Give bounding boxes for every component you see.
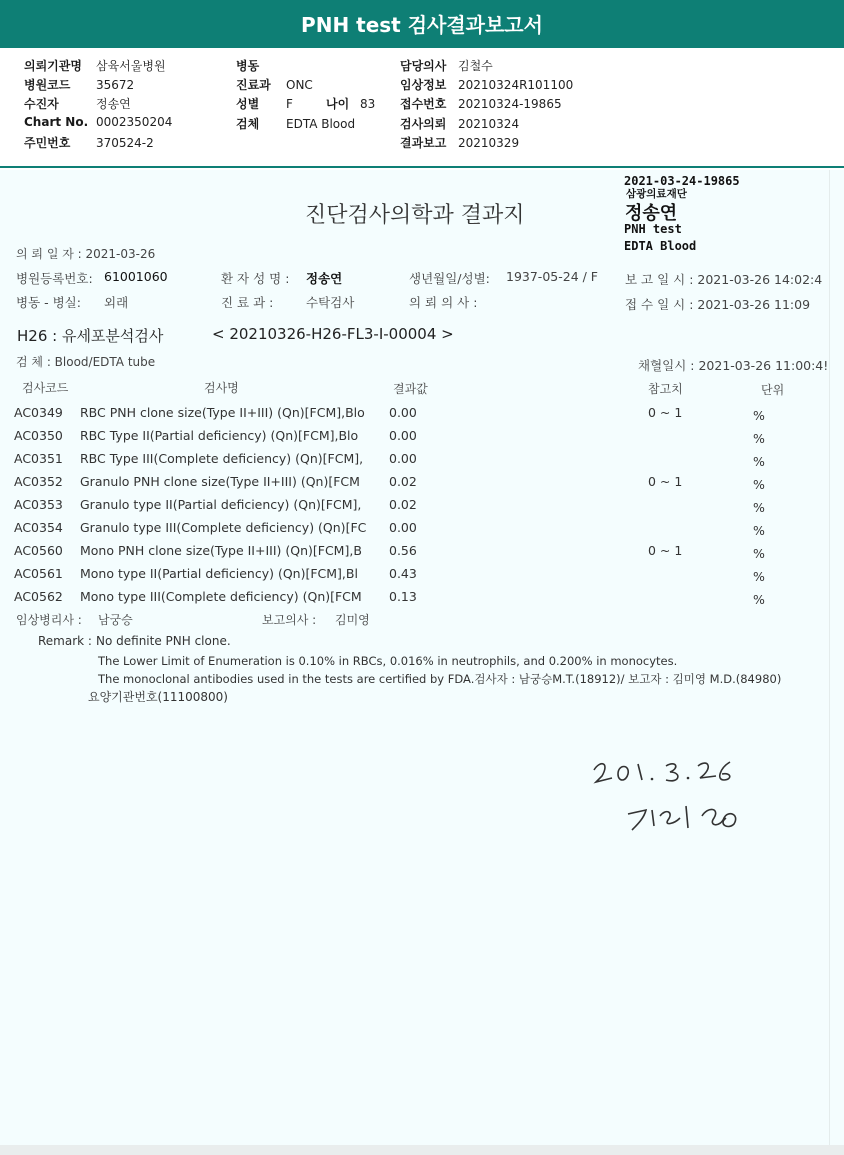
- header-row-report-date: 결과보고 20210329: [400, 136, 520, 150]
- section-title: H26 : 유세포분석검사: [17, 327, 164, 345]
- ward: 외래: [104, 295, 129, 310]
- dob-sex: 1937-05-24 / F: [506, 269, 598, 284]
- col-header-code: 검사코드: [22, 381, 69, 395]
- result-unit: %: [753, 500, 765, 515]
- result-value: 0.02: [389, 474, 417, 489]
- accession-number: < 20210326-H26-FL3-I-00004 >: [212, 325, 454, 343]
- remark-line-2: The Lower Limit of Enumeration is 0.10% in RBCs, 0.016% in neutrophils, and 0.200% in monocytes.: [98, 654, 678, 668]
- result-test-name: RBC Type III(Complete deficiency) (Qn)[FCM],: [80, 451, 364, 466]
- header-row-clinical-info: 임상정보 20210324R101100: [400, 78, 574, 92]
- header-row-hospital-code: 병원코드 35672: [24, 78, 135, 92]
- result-unit: %: [753, 523, 765, 538]
- receipt-time: 접 수 일 시 : 2021-03-26 11:09: [625, 297, 811, 312]
- result-test-name: Mono type II(Partial deficiency) (Qn)[FCM],Bl: [80, 566, 358, 581]
- patient-name-label: 환 자 성 명 :: [221, 271, 290, 286]
- stamp-accession: 2021-03-24-19865: [624, 174, 740, 188]
- result-unit: %: [753, 569, 765, 584]
- result-reference: 0 ~ 1: [648, 405, 683, 420]
- result-value: 0.00: [389, 451, 417, 466]
- result-test-name: RBC Type II(Partial deficiency) (Qn)[FCM],Blo: [80, 428, 359, 443]
- result-unit: %: [753, 477, 765, 492]
- header-row-chart-no: Chart No. 0002350204: [24, 115, 173, 129]
- result-unit: %: [753, 546, 765, 561]
- result-unit: %: [753, 592, 765, 607]
- remark-label: Remark :: [38, 634, 92, 648]
- header-row-request-date: 검사의뢰 20210324: [400, 117, 520, 131]
- result-code: AC0351: [14, 451, 63, 466]
- department: 수탁검사: [306, 295, 355, 310]
- remark-line-3: The monoclonal antibodies used in the tests are certified by FDA.검사자 : 남궁승M.T.(18912)/ 보고자 : 김미영 M.D.(84980): [98, 672, 782, 686]
- header-row-sex: 성별 F: [236, 97, 293, 111]
- result-test-name: Mono type III(Complete deficiency) (Qn)[FCM: [80, 589, 362, 604]
- result-unit: %: [753, 431, 765, 446]
- reporter-name: 김미영: [335, 613, 370, 627]
- referring-doctor-label: 의 뢰 의 사 :: [409, 295, 478, 310]
- result-value: 0.00: [389, 520, 417, 535]
- patient-name: 정송연: [306, 271, 343, 286]
- header-row-specimen: 검체 EDTA Blood: [236, 117, 356, 131]
- result-code: AC0349: [14, 405, 63, 420]
- result-code: AC0560: [14, 543, 63, 558]
- result-value: 0.00: [389, 405, 417, 420]
- header-divider: [0, 166, 844, 168]
- reg-no: 61001060: [104, 269, 168, 284]
- result-test-name: Granulo type II(Partial deficiency) (Qn)[FCM],: [80, 497, 362, 512]
- header-row-ward: 병동: [236, 59, 260, 73]
- header-row-receipt-no: 접수번호 20210324-19865: [400, 97, 562, 111]
- result-value: 0.00: [389, 428, 417, 443]
- report-time: 보 고 일 시 : 2021-03-26 14:02:4: [625, 272, 823, 287]
- pathologist-label: 임상병리사 :: [16, 613, 82, 627]
- ward-label: 병동 - 병실:: [16, 295, 81, 310]
- document-title: 진단검사의학과 결과지: [305, 203, 525, 228]
- department-label: 진 료 과 :: [221, 295, 274, 310]
- header-row-institution: 의뢰기관명 삼육서울병원: [24, 59, 166, 73]
- page-footer-strip: [0, 1145, 844, 1155]
- reporter-label: 보고의사 :: [262, 613, 317, 627]
- header-row-patient: 수진자 정송연: [24, 97, 131, 111]
- result-code: AC0561: [14, 566, 63, 581]
- result-unit: %: [753, 408, 765, 423]
- header-row-doctor: 담당의사 김철수: [400, 59, 493, 73]
- request-date: 의 뢰 일 자 : 2021-03-26: [16, 247, 156, 261]
- reg-no-label: 병원등록번호:: [16, 271, 93, 286]
- stamp-test: PNH test: [624, 222, 682, 236]
- result-test-name: RBC PNH clone size(Type II+III) (Qn)[FCM],Blo: [80, 405, 365, 420]
- specimen-type: 검 체 : Blood/EDTA tube: [16, 355, 156, 369]
- stamp-institution: 삼광의료재단: [626, 188, 687, 200]
- stamp-patient-name: 정송연: [625, 203, 678, 224]
- result-value: 0.43: [389, 566, 417, 581]
- result-test-name: Granulo PNH clone size(Type II+III) (Qn)[FCM: [80, 474, 360, 489]
- result-value: 0.13: [389, 589, 417, 604]
- handwritten-signature: [622, 798, 747, 838]
- document-edge: [829, 170, 830, 1145]
- report-title: PNH test 검사결과보고서: [0, 0, 844, 48]
- header-row-resident-no: 주민번호 370524-2: [24, 136, 154, 150]
- result-code: AC0562: [14, 589, 63, 604]
- result-reference: 0 ~ 1: [648, 543, 683, 558]
- dob-label: 생년월일/성별:: [409, 271, 490, 286]
- result-reference: 0 ~ 1: [648, 474, 683, 489]
- col-header-reference: 참고치: [648, 382, 683, 396]
- header-info: [0, 52, 844, 164]
- result-value: 0.56: [389, 543, 417, 558]
- stamp-specimen: EDTA Blood: [624, 239, 697, 253]
- result-value: 0.02: [389, 497, 417, 512]
- collection-time: 채혈일시 : 2021-03-26 11:00:4!: [638, 358, 829, 373]
- result-test-name: Mono PNH clone size(Type II+III) (Qn)[FCM],B: [80, 543, 362, 558]
- col-header-result: 결과값: [393, 382, 428, 396]
- header-row-department: 진료과 ONC: [236, 78, 313, 92]
- result-code: AC0353: [14, 497, 63, 512]
- col-header-name: 검사명: [204, 381, 239, 395]
- pathologist-name: 남궁승: [98, 613, 133, 627]
- result-test-name: Granulo type III(Complete deficiency) (Qn)[FC: [80, 520, 367, 535]
- remark-line-1: No definite PNH clone.: [96, 634, 231, 648]
- result-code: AC0352: [14, 474, 63, 489]
- remark-line-4: 요양기관번호(11100800): [88, 690, 228, 704]
- header-row-age: 나이 83: [326, 97, 376, 111]
- result-unit: %: [753, 454, 765, 469]
- result-code: AC0354: [14, 520, 63, 535]
- result-code: AC0350: [14, 428, 63, 443]
- handwritten-date: [588, 752, 738, 792]
- col-header-unit: 단위: [761, 383, 785, 397]
